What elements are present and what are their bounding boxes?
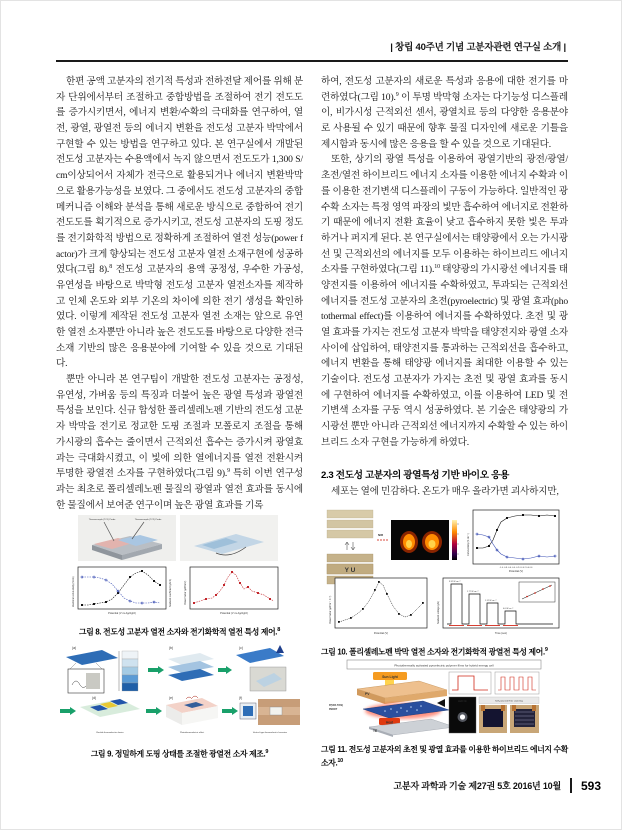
figure-11 xyxy=(321,659,568,769)
schematic-title: Photothermally activated pyroelectric polymer films for hybrid energy cell xyxy=(394,663,494,668)
text-run: 특히 이번 연구성과는 최초로 폴리셀레노펜 물질의 광열과 열전 효과를 동시에 한 물질에서 보여준 연구이며 높은 광열 효과를 기록 xyxy=(56,468,303,511)
te-label: TE xyxy=(373,729,378,733)
pulse-label-2: 1.77 W cm⁻² xyxy=(467,591,479,593)
arrow-icon xyxy=(437,699,445,707)
arrow-icon xyxy=(222,707,238,715)
axis-label: Electrical conductivity (S/cm) xyxy=(72,576,75,607)
figure-9-image xyxy=(56,641,303,739)
axis-label: Seebeck voltage (μV) xyxy=(437,601,440,624)
caption-ref: 10 xyxy=(337,757,343,764)
arrow-icon xyxy=(146,707,162,715)
axis-ticks: -1.0 -0.8 -0.6 -0.4 -0.2 0.0 0.2 0.4 0.6 xyxy=(499,567,533,569)
left-paragraph-1 xyxy=(56,74,303,372)
pulse-label-3: 1.12 W cm⁻² xyxy=(485,600,497,602)
text-run: 이 투명 박막형 소자는 다기능성 디스플레이, 비가시성 근적외선 센서, 광열치료 등의 다양한 응용분야로 사용될 수 있기 때문에 향후 물질 디자인에 새로운 기틀을 제시함과 동시에 많은 응용을 할 수 있을 것으로 기대된다. xyxy=(321,91,568,150)
conductivity-graph xyxy=(467,510,559,573)
power-factor-graph xyxy=(329,578,427,635)
figure-8 xyxy=(56,515,303,638)
text-run: 뿐만 아니라 본 연구팀이 개발한 전도성 고분자는 공정성, 유연성, 가벼움 등의 특징과 더불어 높은 광열 특성과 광열전 특성을 보인다. 신규 합성한 폴리셀레노펜 기반의 전도성 고분자 박막을 전기로 정교한 도핑 조절과 모폴로지 조절을 통해 가시광의 흡수는 줄이면서 근적외선 흡수는 증가시켜 광열효과는 극대화시켰고, 이 빛에 의한 열에너지를 열전 전환시켜 투명한 광열전 소자를 구현하였다(그림 9). xyxy=(56,374,303,480)
panel-d-flexible-device xyxy=(80,699,140,717)
right-column xyxy=(321,74,568,467)
panel-letter-f: (f) xyxy=(239,696,243,700)
right-paragraph-1 xyxy=(321,74,568,152)
figure-9-caption xyxy=(56,747,303,760)
power-factor-graph xyxy=(184,567,278,615)
ecd-photos xyxy=(479,697,539,733)
text-run: 전도성 고분자의 용액 공정성, 우수한 가공성, 유연성을 바탕으로 박막형 전도성 고분자 열전소자를 제작하고 인체 온도와 외부 기온의 차이에 의한 전기 생성을 확인하였다. 이렇게 제작된 전도성 고분자 열전 소재는 앞으로 유연한 열전 소자뿐만 아니라 높은 전도도를 바탕으로 다양한 전극소재 기반의 많은 응용분야에 기여할 수 있을 것으로 기대된다. xyxy=(56,264,303,370)
axis-label: Seebeck coefficient (μV/K) xyxy=(169,578,172,607)
panel-f-label: Vertical type thermoelectric harvester xyxy=(252,732,288,734)
arrow-icon xyxy=(148,666,164,674)
panel-letter-a: (a) xyxy=(72,646,77,650)
film-samples xyxy=(327,510,373,584)
text-run: 또한, 상기의 광열 특성을 이용하여 광열기반의 광전/광열/초전/열전 하이브리드 에너지 소자를 이용한 에너지 수확과 이를 이용한 전기변색 디스플레이 구동이 가능하다. 일반적인 광수확 소자는 특정 영역 파장의 빛만 흡수하여 에너지로 전환하기 때문에 에너지 전환 효율이 낮고 흡수하지 못한 빛은 투과하거나 퍼지게 된다. 본 연구실에서는 태양광에서 오는 가시광선 및 근적외선의 에너지를 모두 이용하는 하이브리드 에너지 소자를 구현하였다(그림 11). xyxy=(321,154,568,276)
pv-label: PV xyxy=(365,692,370,696)
figure-9 xyxy=(56,641,303,760)
panel-letter-b: (b) xyxy=(169,646,174,650)
conductivity-seebeck-graph xyxy=(72,567,172,615)
figure-10 xyxy=(321,504,568,658)
arrow-icon xyxy=(218,666,232,674)
panel-d-label: Flexible thermoelectric device xyxy=(96,732,124,734)
caption-ref: 9 xyxy=(265,749,269,755)
output-graphs xyxy=(449,672,539,694)
film-label-2: PEDOT xyxy=(329,708,338,711)
axis-label: Potential (V vs Ag/AgCl) xyxy=(220,612,248,615)
page-footer xyxy=(301,778,601,793)
text-run: 세포는 열에 민감하다. 온도가 매우 올라가면 괴사하지만, xyxy=(331,486,559,497)
hybrid-cell-schematic xyxy=(329,672,455,737)
pulse-label-1: 3.32 W cm⁻² xyxy=(449,581,461,583)
caption-ref: 9 xyxy=(544,647,548,653)
left-column xyxy=(56,74,303,516)
panel-letter-d: (d) xyxy=(92,696,97,700)
probe-label-1: Thermocouple (TC1) Probe xyxy=(88,519,116,521)
page-number: 593 xyxy=(580,778,601,793)
section-heading-2-3: 2.3 전도성 고분자의 광열특성 기반 바이오 응용 xyxy=(321,470,510,481)
thermal-image xyxy=(391,520,459,560)
figure-10-caption xyxy=(321,645,568,658)
citation-ref: 8 xyxy=(109,264,113,271)
film-label-1: P(VDF-TrFE) xyxy=(329,704,344,707)
led-photo xyxy=(449,697,476,733)
energy-level-bar xyxy=(119,651,138,691)
panel-letter-c: (c) xyxy=(239,646,243,650)
probe-label-2: Thermocouple (TC2) Probe xyxy=(134,519,162,521)
text-run: 한편 공액 고분자의 전기적 특성과 전하전달 제어를 위해 분자 단위에서부터 조절하고 중합방법을 조절하여 전기 전도도를 증가시키면서, 에너지 변환/수확의 극대화를 연구하여, 열전, 광열, 광열전 등의 에너지 변환을 전도성 고분자 박막에서 구현할 수 있는 방법을 연구하고 있다. 본 연구실에서 개발된 전도성 고분자는 수용액에서 녹지 않으면서 전도도가 1,300 S/cm이상되어서 자체가 전극으로 활용되거나 에너지 변환박막으로 활용가능성을 보였다. 그 중에서도 전도성 고분자의 중합 메커니즘 이해와 분석을 통해 새로운 방식으로 중합하여 전기 전도도를 획기적으로 증가시키고, 전도성 고분자의 도핑 정도를 전기화학적 방법으로 정확하게 조절하여 열전 성능(power factor)가 크게 향상되는 전도성 고분자 열전 소재구현에 성공하였다(그림 8). xyxy=(56,76,303,276)
right-paragraph-2 xyxy=(321,152,568,450)
panel-a-polymer-film xyxy=(66,650,138,693)
pulse-label-4: 0.6 W cm⁻² xyxy=(503,608,514,610)
axis-label: Potential (V) xyxy=(373,632,389,635)
heat-label: Heat xyxy=(386,720,393,725)
yu-sample-text: Y U xyxy=(344,567,356,574)
text-run: 태양광의 가시광선 에너지를 태양전지를 이용하여 에너지를 수확하였고, 투과되는 근적외선 에너지를 전도성 고분자의 초전(pyroelectric) 및 광열 효과(photothermal effect)를 이용하여 에너지를 수확하였다. 초전 및 광열 효과를 가지는 전도성 고분자 박막을 태양전지와 광열 소자 사이에 삽입하여, 태양전지를 통과하는 근적외선을 흡수하고, 에너지 변환을 통해 태양광 에너지를 최대한 이용할 수 있는 기술이다. 전도성 고분자가 가지는 초전 및 광열 효과를 동시에 구현하여 에너지를 수확하였고, 이를 이용하여 LED 및 전기변색 소자를 구동 역시 성공하였다. 본 기술은 태양광의 가시광선 뿐만 아니라 근적외선 에너지까지 수확할 수 있는 하이브리드 소자 구현을 가능하게 하였다. xyxy=(321,264,568,448)
axis-label: Power factor (μW/mK²) xyxy=(184,580,187,605)
figure-8-caption xyxy=(56,625,303,638)
caption-text: 그림 10. 폴리셀레노펜 박막 열전 소자와 전기화학적 광열전 특성 제어. xyxy=(321,647,545,657)
citation-ref: 9 xyxy=(227,468,230,474)
panel-e-label: Photothermoelectric effect xyxy=(179,732,205,734)
nir-label: NIR xyxy=(378,533,384,537)
arrow-icon xyxy=(60,707,76,715)
axis-label: Potential (V vs Ag/AgCl) xyxy=(108,612,136,615)
axis-label: Conductivity (S cm⁻¹) xyxy=(467,533,470,556)
figure-8-image xyxy=(56,515,303,617)
panel-letter-e: (e) xyxy=(169,696,174,700)
panel-c-detaching xyxy=(236,645,286,691)
header-rule xyxy=(56,60,568,62)
figure-11-image xyxy=(321,659,568,737)
led-on-label: LED On xyxy=(458,700,467,703)
axis-label: Potential (V) xyxy=(508,570,524,573)
text-run: 하여, 전도성 고분자의 새로운 특성과 응용에 대한 전기를 마련하였다(그림 10). xyxy=(321,76,568,103)
caption-text: 그림 8. 전도성 고분자 열전 소자와 전기화학적 열전 특성 제어. xyxy=(79,627,278,637)
right-paragraph-3 xyxy=(321,484,568,500)
caption-text: 그림 9. 정밀하게 도핑 상태를 조절한 광열전 소자 제조. xyxy=(90,749,266,759)
footer-divider xyxy=(570,778,572,793)
journal-info: 고분자 과학과 기술 제27권 5호 2016년 10월 xyxy=(393,781,561,791)
citation-ref: 10 xyxy=(434,264,440,271)
figure-10-image xyxy=(321,504,568,637)
panel-b-lamination xyxy=(168,653,214,681)
thermal-colorbar xyxy=(452,520,457,560)
seebeck-pulse-graph xyxy=(437,578,559,635)
axis-label: Time (sec) xyxy=(494,632,508,635)
panel-e-photothermo xyxy=(166,696,218,725)
caption-text: 그림 11. 전도성 고분자의 초전 및 광열 효과를 이용한 하이브리드 에너지 수확 소자. xyxy=(321,745,568,768)
citation-ref: 9 xyxy=(395,91,399,98)
sun-light-label: Sun Light xyxy=(382,674,398,679)
figure-11-caption xyxy=(321,745,568,769)
caption-ref: 8 xyxy=(277,627,280,633)
running-head: | 창립 40주년 기념 고분자관련 연구실 소개 | xyxy=(390,42,566,53)
left-paragraph-2 xyxy=(56,372,303,513)
panel-f-harvester xyxy=(240,699,300,725)
axis-label: Power factor (μW m⁻¹ K⁻²) xyxy=(329,595,332,624)
ecd-label: Self-powered ECD switching xyxy=(495,700,523,703)
